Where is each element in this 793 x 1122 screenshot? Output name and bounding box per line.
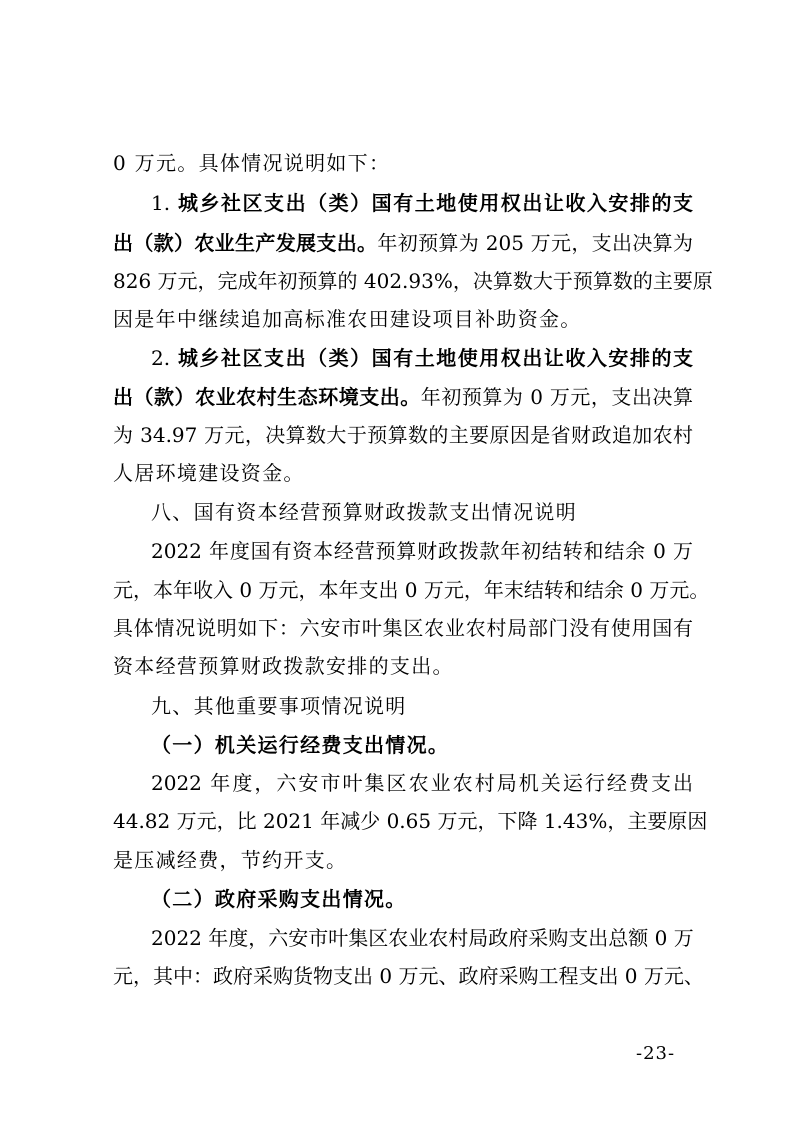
text-line: 2022 年度国有资本经营预算财政拨款年初结转和结余 0 万 [151, 539, 693, 563]
text-line: 2022 年度，六安市叶集区农业农村局机关运行经费支出 [151, 771, 693, 795]
section-heading: 八、国有资本经营预算财政拨款支出情况说明 [151, 500, 577, 524]
text-line: 为 34.97 万元，决算数大于预算数的主要原因是省财政追加农村 [113, 423, 693, 447]
body-text: 年初预算为 205 万元，支出决算为 [377, 231, 694, 255]
text-line: 元，其中：政府采购货物支出 0 万元、政府采购工程支出 0 万元、 [113, 964, 704, 988]
bold-heading: 城乡社区支出（类）国有土地使用权出让收入安排的支 [177, 191, 693, 215]
text-line: 2022 年度，六安市叶集区农业农村局政府采购支出总额 0 万 [151, 926, 694, 950]
text-line [113, 230, 693, 256]
text-line: 元，本年收入 0 万元，本年支出 0 万元，年末结转和结余 0 万元。 [113, 578, 710, 602]
bold-heading: 城乡社区支出（类）国有土地使用权出让收入安排的支 [177, 346, 693, 370]
text-line [113, 384, 693, 410]
text-line: 0 万元。具体情况说明如下： [113, 151, 391, 175]
text-line: 因是年中继续追加高标准农田建设项目补助资金。 [113, 307, 582, 331]
text-line: 人居环境建设资金。 [113, 461, 305, 485]
bold-heading: 出（款）农业农村生态环境支出。 [113, 385, 421, 409]
text-line [151, 190, 693, 216]
section-heading: 九、其他重要事项情况说明 [151, 694, 407, 718]
text-line: 826 万元，完成年初预算的 402.93%，决算数大于预算数的主要原 [113, 269, 713, 293]
bold-heading: 出（款）农业生产发展支出。 [113, 231, 378, 255]
subsection-heading: （二）政府采购支出情况。 [151, 887, 407, 911]
text-line: 资本经营预算财政拨款安排的支出。 [113, 654, 454, 678]
subsection-heading: （一）机关运行经费支出情况。 [151, 733, 450, 757]
page-number: -23- [636, 1043, 676, 1064]
text-line: 是压减经费，节约开支。 [113, 848, 348, 872]
item-number: 2. [151, 346, 178, 370]
item-number: 1. [151, 191, 178, 215]
text-line: 44.82 万元，比 2021 年减少 0.65 万元，下降 1.43%，主要原因 [113, 809, 708, 833]
body-text: 年初预算为 0 万元，支出决算 [420, 385, 693, 409]
text-line [151, 345, 693, 371]
text-line: 具体情况说明如下：六安市叶集区农业农村局部门没有使用国有 [113, 616, 693, 640]
